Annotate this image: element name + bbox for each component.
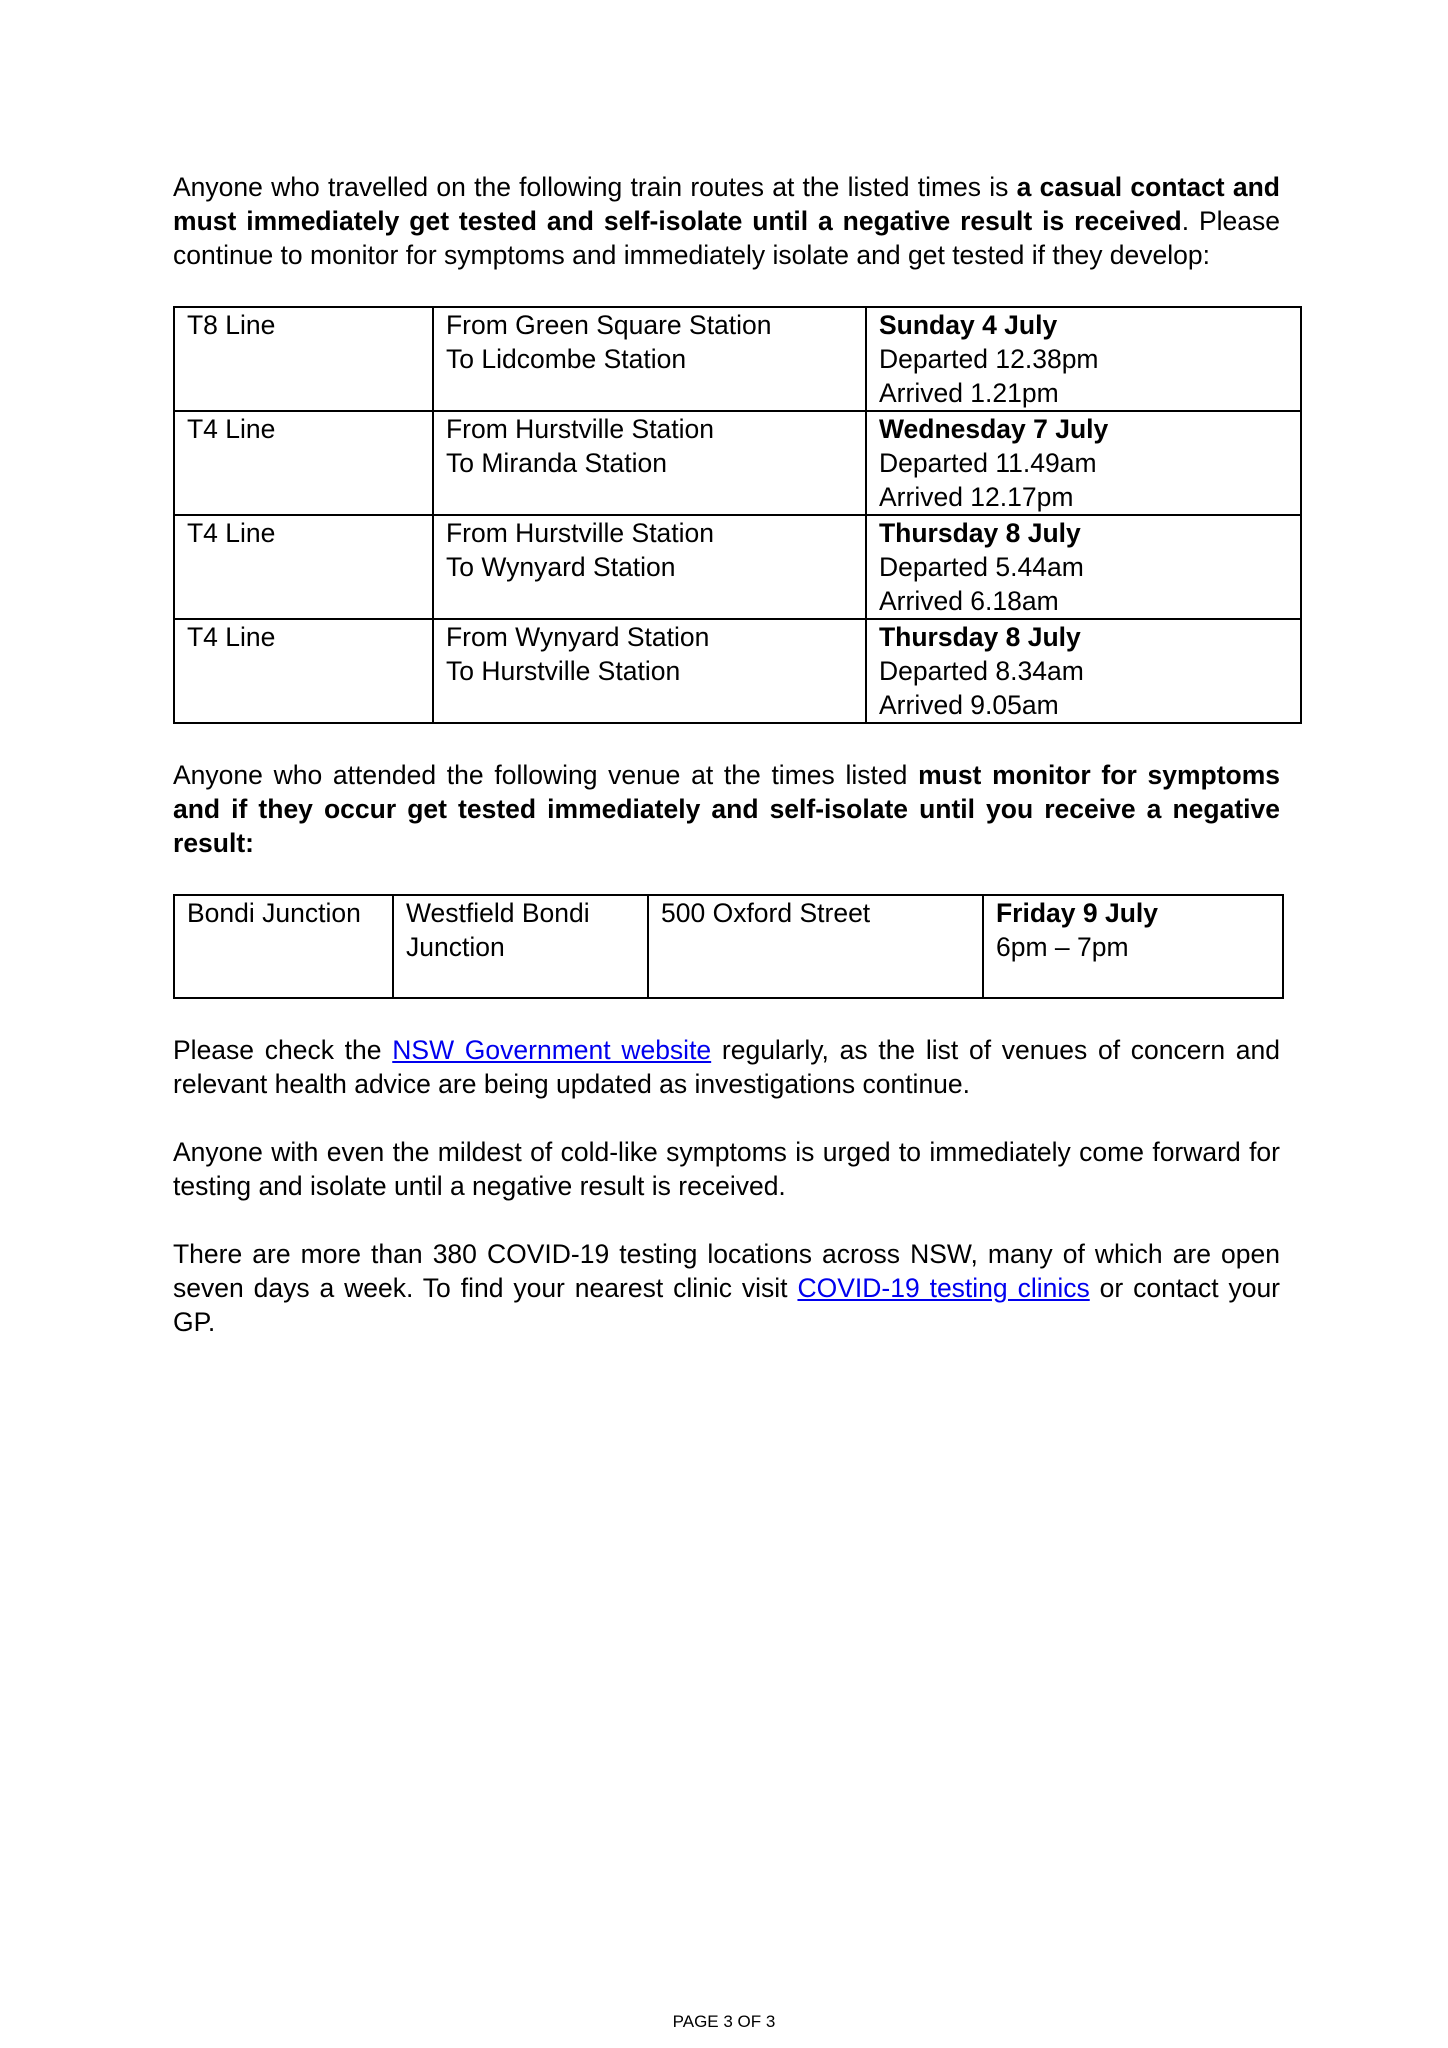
covid-testing-clinics-link[interactable]: COVID-19 testing clinics [797, 1273, 1090, 1303]
table-row [174, 895, 1283, 998]
train-routes-table [173, 306, 1302, 724]
venue-intro-text: Anyone who attended the following venue at the times listed [173, 760, 919, 790]
train-route-cell: From Wynyard Station To Hurstville Station [433, 619, 866, 723]
page-number: PAGE 3 OF 3 [672, 2012, 776, 2031]
train-line-cell: T4 Line [174, 515, 433, 619]
train-intro-paragraph [173, 170, 1280, 272]
venue-table [173, 894, 1284, 999]
table-row [174, 411, 1301, 515]
train-route-cell: From Hurstville Station To Miranda Station [433, 411, 866, 515]
train-time-cell: Wednesday 7 July Departed 11.49am Arrived 12.17pm [866, 411, 1301, 515]
venue-time-cell: Friday 9 July 6pm – 7pm [983, 895, 1283, 998]
venue-address-cell: 500 Oxford Street [648, 895, 983, 998]
train-time-cell: Sunday 4 July Departed 12.38pm Arrived 1.21pm [866, 307, 1301, 411]
venue-name-cell: Westfield Bondi Junction [393, 895, 648, 998]
venue-suburb-cell: Bondi Junction [174, 895, 393, 998]
train-time-cell: Thursday 8 July Departed 5.44am Arrived 6.18am [866, 515, 1301, 619]
train-intro-bold: a casual contact and must immediately get tested and self-isolate until a negative result is received [173, 172, 1280, 236]
train-time-cell: Thursday 8 July Departed 8.34am Arrived 9.05am [866, 619, 1301, 723]
train-intro-text-end: . Please continue to monitor for symptoms and immediately isolate and get tested if they develop: [173, 206, 1280, 270]
train-line-cell: T4 Line [174, 411, 433, 515]
table-row [174, 619, 1301, 723]
check-website-paragraph: Please check the NSW Government website regularly, as the list of venues of concern and relevant health advice are being updated as investigations continue. [173, 1035, 1280, 1099]
nsw-government-website-link[interactable]: NSW Government website [392, 1035, 712, 1065]
document-page [173, 170, 1280, 1339]
venue-intro-bold: must monitor for symptoms and if they occur get tested immediately and self-isolate until you receive a negative result: [173, 760, 1281, 858]
testing-locations-paragraph: There are more than 380 COVID-19 testing locations across NSW, many of which are open seven days a week. To find your nearest clinic visit COVID-19 testing clinics or contact your GP. [173, 1239, 1281, 1337]
train-line-cell: T8 Line [174, 307, 433, 411]
venue-intro-paragraph [173, 758, 1280, 860]
train-intro-text: Anyone who travelled on the following train routes at the listed times is [173, 172, 1017, 202]
train-route-cell: From Hurstville Station To Wynyard Station [433, 515, 866, 619]
table-row [174, 515, 1301, 619]
train-line-cell: T4 Line [174, 619, 433, 723]
train-route-cell: From Green Square Station To Lidcombe Station [433, 307, 866, 411]
mild-symptoms-paragraph: Anyone with even the mildest of cold-like symptoms is urged to immediately come forward for testing and isolate until a negative result is received. [173, 1137, 1280, 1201]
table-row [174, 307, 1301, 411]
